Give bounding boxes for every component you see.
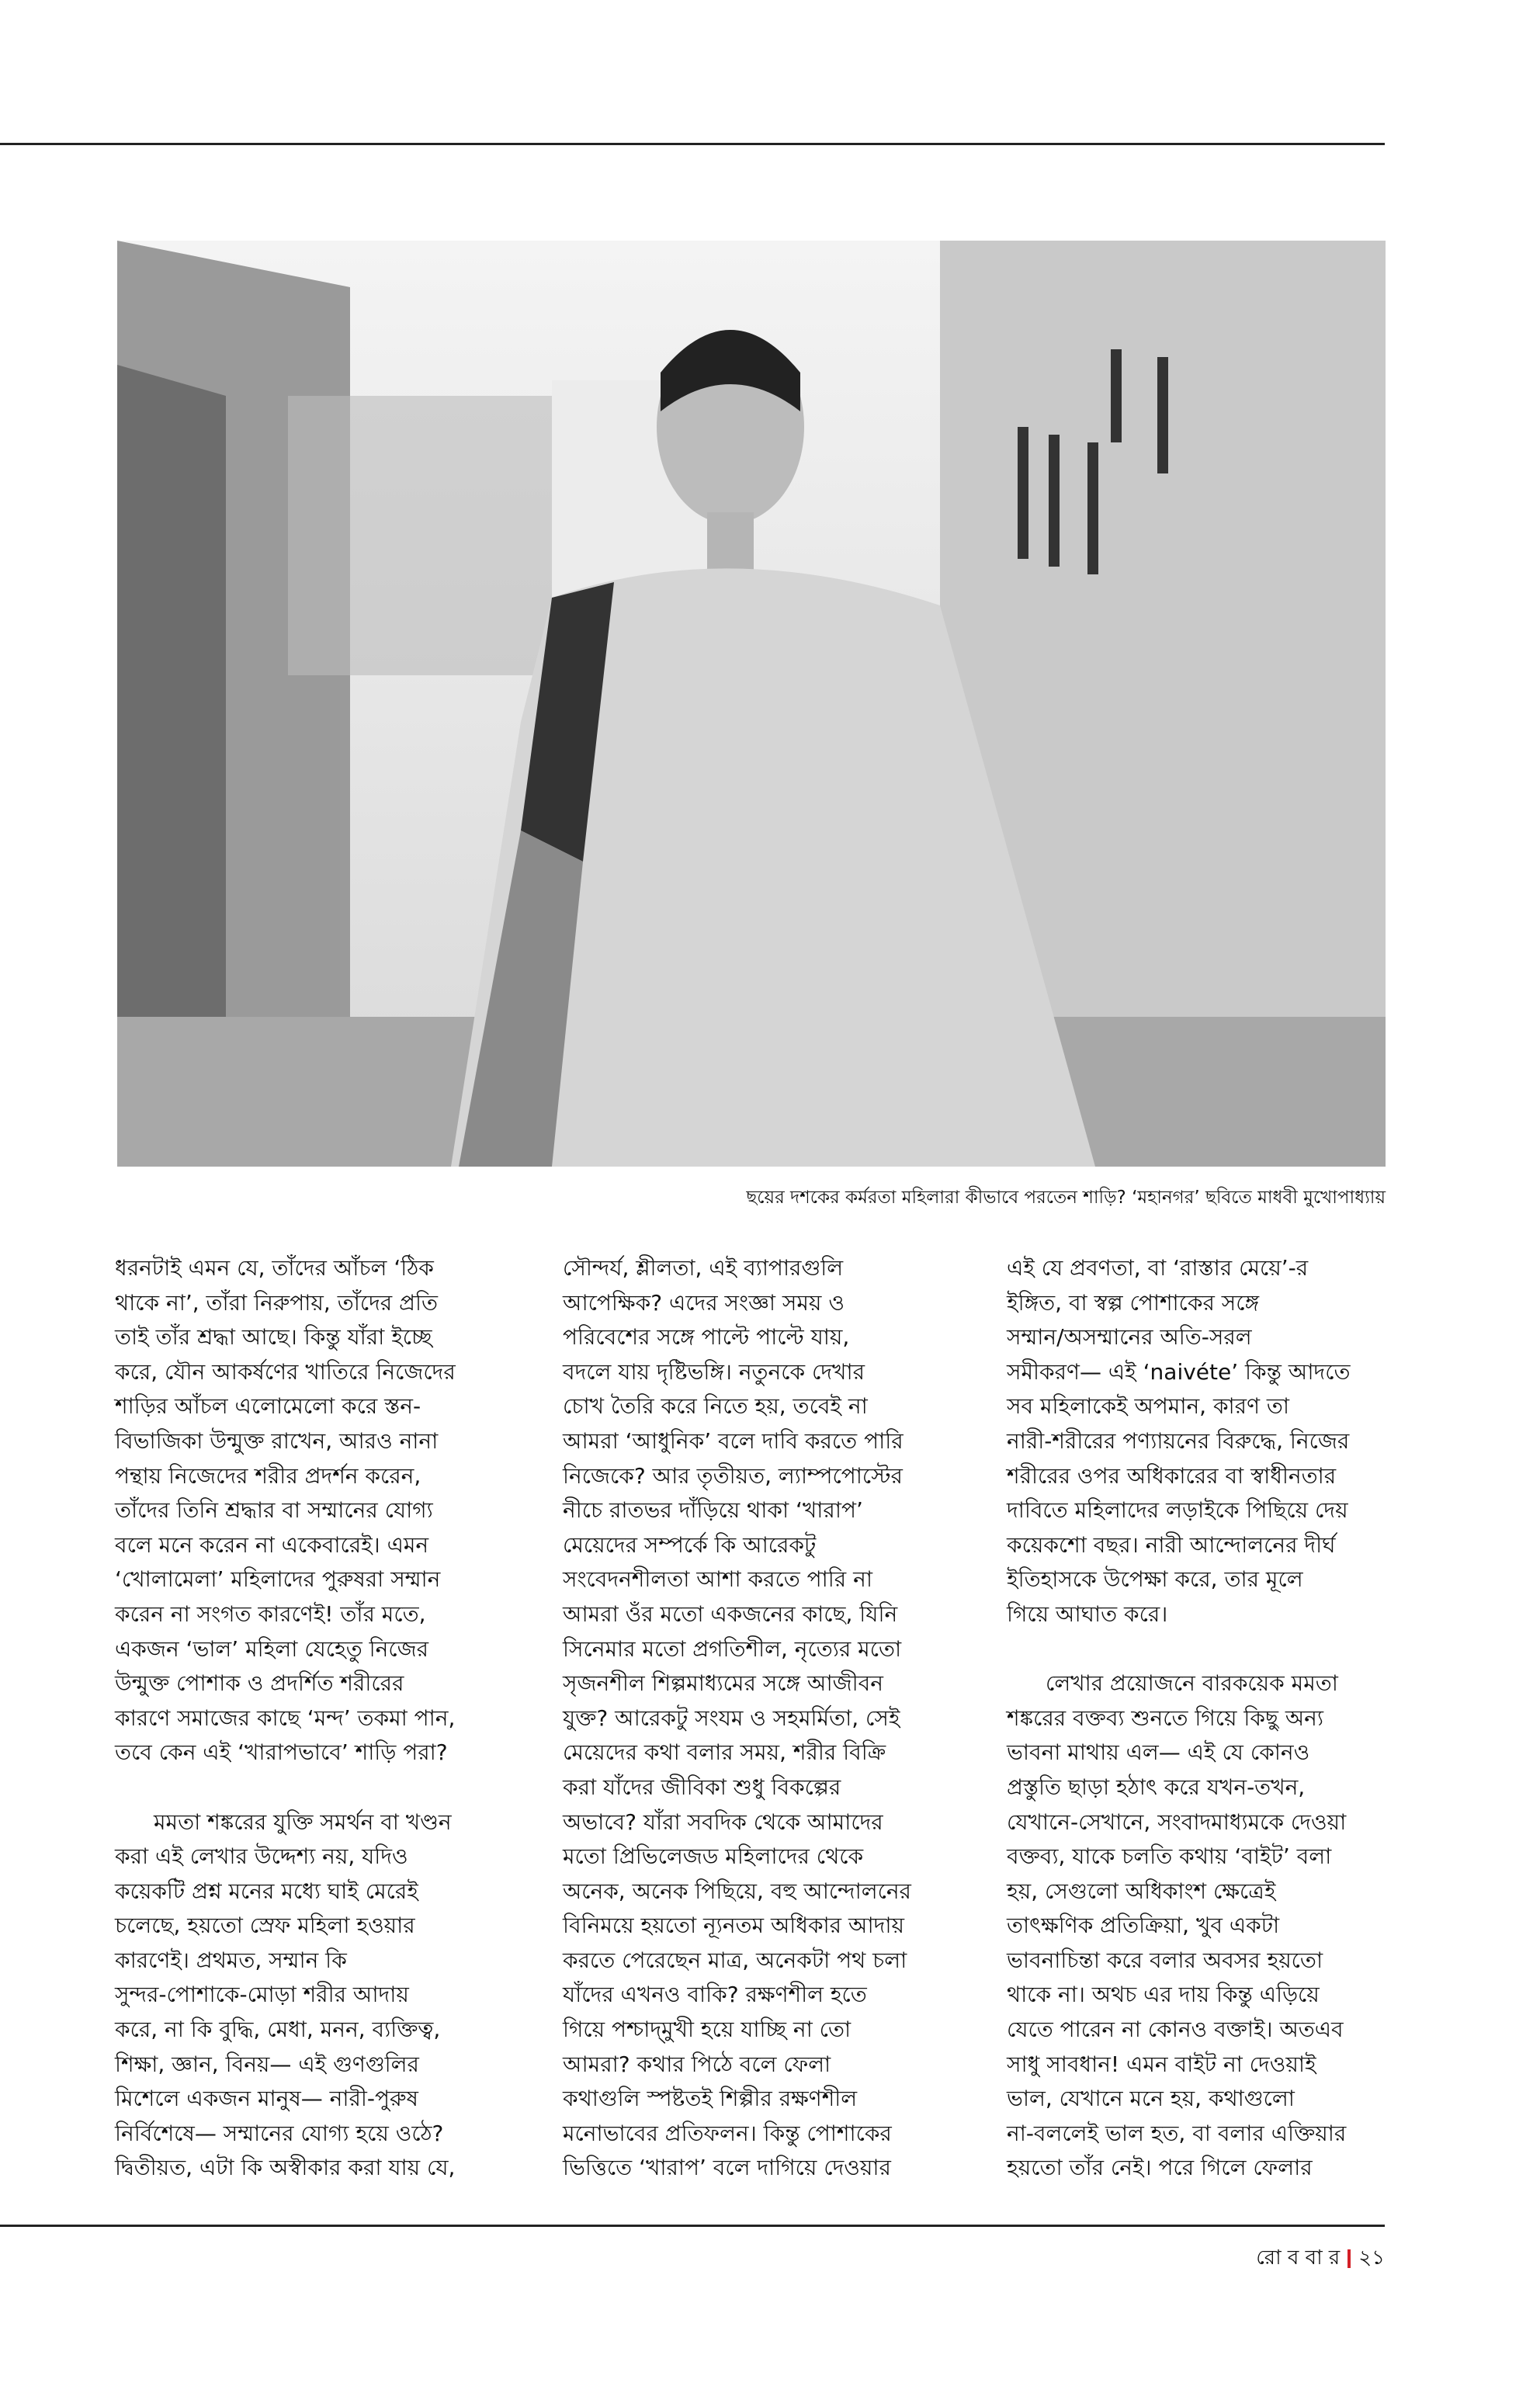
text-line: বলে মনে করেন না একেবারেই। এমন bbox=[115, 1531, 429, 1558]
text-line: মতো প্রিভিলেজড মহিলাদের থেকে bbox=[563, 1843, 864, 1870]
text-line: বিনিময়ে হয়তো ন্যূনতম অধিকার আদায় bbox=[563, 1913, 904, 1939]
text-line: প্রস্তুতি ছাড়া হঠাৎ করে যখন-তখন, bbox=[1007, 1774, 1306, 1800]
text-line: যেতে পারেন না কোনও বক্তাই। অতএব bbox=[1007, 2017, 1344, 2043]
text-line: সৌন্দর্য, শ্লীলতা, এই ব্যাপারগুলি bbox=[563, 1255, 844, 1281]
paragraph bbox=[563, 1251, 982, 2186]
paragraph bbox=[115, 1251, 534, 1770]
text-line: লেখার প্রয়োজনে বারকয়েক মমতা bbox=[1046, 1670, 1338, 1697]
text-line: বিভাজিকা উন্মুক্ত রাখেন, আরও নানা bbox=[115, 1427, 439, 1454]
text-line: থাকে না’, তাঁরা নিরুপায়, তাঁদের প্রতি bbox=[115, 1289, 439, 1316]
text-line: ইতিহাসকে উপেক্ষা করে, তার মূলে bbox=[1007, 1566, 1303, 1593]
text-line: মেয়েদের কথা বলার সময়, শরীর বিক্রি bbox=[563, 1739, 886, 1766]
photo-caption: ছয়ের দশকের কর্মরতা মহিলারা কীভাবে পরতেন শাড়ি? ‘মহানগর’ ছবিতে মাধবী মুখোপাধ্যায় bbox=[746, 1188, 1386, 1208]
text-line: চলেছে, হয়তো স্রেফ মহিলা হওয়ার bbox=[115, 1913, 415, 1939]
text-line: সব মহিলাকেই অপমান, কারণ তা bbox=[1007, 1393, 1290, 1420]
text-line: চোখ তৈরি করে নিতে হয়, তবেই না bbox=[563, 1393, 868, 1420]
text-line: মমতা শঙ্করের যুক্তি সমর্থন বা খণ্ডন bbox=[154, 1809, 452, 1835]
text-line: ভিত্তিতে ‘খারাপ’ বলে দাগিয়ে দেওয়ার bbox=[563, 2155, 891, 2181]
text-line: সম্মান/অসম্মানের অতি-সরল bbox=[1007, 1324, 1252, 1351]
text-line: আপেক্ষিক? এদের সংজ্ঞা সময় ও bbox=[563, 1289, 845, 1316]
text-line: নীচে রাতভর দাঁড়িয়ে থাকা ‘খারাপ’ bbox=[563, 1497, 863, 1524]
text-line: নির্বিশেষে— সম্মানের যোগ্য হয়ে ওঠে? bbox=[115, 2120, 444, 2146]
article-column-2 bbox=[563, 1251, 982, 2186]
text-line: ইঙ্গিত, বা স্বল্প পোশাকের সঙ্গে bbox=[1007, 1289, 1260, 1316]
article-photo bbox=[117, 241, 1386, 1167]
text-line: বক্তব্য, যাকে চলতি কথায় ‘বাইট’ বলা bbox=[1007, 1843, 1332, 1870]
text-line: সমীকরণ— এই ‘naivéte’ কিন্তু আদতে bbox=[1007, 1358, 1351, 1385]
article-column-1 bbox=[115, 1251, 534, 2186]
text-line: আমরা ‘আধুনিক’ বলে দাবি করতে পারি bbox=[563, 1427, 904, 1454]
magazine-name: রো ব বা র bbox=[1256, 2246, 1341, 2270]
text-line: পরিবেশের সঙ্গে পাল্টে পাল্টে যায়, bbox=[563, 1324, 850, 1351]
text-line: তাই তাঁর শ্রদ্ধা আছে। কিন্তু যাঁরা ইচ্ছে bbox=[115, 1324, 432, 1351]
text-line: পন্থায় নিজেদের শরীর প্রদর্শন করেন, bbox=[115, 1462, 421, 1489]
text-line: কারণে সমাজের কাছে ‘মন্দ’ তকমা পান, bbox=[115, 1705, 456, 1731]
text-line: বদলে যায় দৃষ্টিভঙ্গি। নতুনকে দেখার bbox=[563, 1358, 865, 1385]
paragraph bbox=[1007, 1666, 1426, 2186]
text-line: সিনেমার মতো প্রগতিশীল, নৃত্যের মতো bbox=[563, 1635, 902, 1662]
page-footer bbox=[1256, 2242, 1385, 2276]
paragraph bbox=[115, 1805, 534, 2187]
text-line: শঙ্করের বক্তব্য শুনতে গিয়ে কিছু অন্য bbox=[1007, 1705, 1323, 1731]
top-rule bbox=[0, 143, 1385, 145]
text-line: যুক্ত? আরেকটু সংযম ও সহমর্মিতা, সেই bbox=[563, 1705, 900, 1731]
footer-separator bbox=[1348, 2249, 1351, 2268]
text-line: মনোভাবের প্রতিফলন। কিন্তু পোশাকের bbox=[563, 2120, 892, 2146]
text-line: সাধু সাবধান! এমন বাইট না দেওয়াই bbox=[1007, 2051, 1316, 2077]
text-line: অভাবে? যাঁরা সবদিক থেকে আমাদের bbox=[563, 1809, 883, 1835]
bottom-rule bbox=[0, 2225, 1385, 2227]
text-line: করা এই লেখার উদ্দেশ্য নয়, যদিও bbox=[115, 1843, 408, 1870]
text-line: করেন না সংগত কারণেই! তাঁর মতে, bbox=[115, 1601, 426, 1627]
text-line: শাড়ির আঁচল এলোমেলো করে স্তন- bbox=[115, 1393, 421, 1420]
text-line: দাবিতে মহিলাদের লড়াইকে পিছিয়ে দেয় bbox=[1007, 1497, 1348, 1524]
text-line: করা যাঁদের জীবিকা শুধু বিকল্পের bbox=[563, 1774, 841, 1800]
text-line: থাকে না। অথচ এর দায় কিন্তু এড়িয়ে bbox=[1007, 1982, 1320, 2008]
text-line: কয়েকটি প্রশ্ন মনের মধ্যে ঘাই মেরেই bbox=[115, 1878, 418, 1904]
text-line: ভাল, যেখানে মনে হয়, কথাগুলো bbox=[1007, 2086, 1295, 2112]
text-line: ভাবনাচিন্তা করে বলার অবসর হয়তো bbox=[1007, 1947, 1323, 1973]
text-line: যাঁদের এখনও বাকি? রক্ষণশীল হতে bbox=[563, 1982, 867, 2008]
text-line: কয়েকশো বছর। নারী আন্দোলনের দীর্ঘ bbox=[1007, 1531, 1336, 1558]
text-line: গিয়ে পশ্চাদ্‌মুখী হয়ে যাচ্ছি না তো bbox=[563, 2017, 852, 2043]
text-line: গিয়ে আঘাত করে। bbox=[1007, 1601, 1168, 1627]
text-line: শরীরের ওপর অধিকারের বা স্বাধীনতার bbox=[1007, 1462, 1337, 1489]
text-line: নারী-শরীরের পণ্যায়নের বিরুদ্ধে, নিজের bbox=[1007, 1427, 1350, 1454]
text-line: তবে কেন এই ‘খারাপভাবে’ শাড়ি পরা? bbox=[115, 1739, 448, 1766]
text-line: কারণেই। প্রথমত, সম্মান কি bbox=[115, 1947, 347, 1973]
text-line: এই যে প্রবণতা, বা ‘রাস্তার মেয়ে’-র bbox=[1007, 1255, 1309, 1281]
paragraph bbox=[1007, 1251, 1426, 1632]
text-line: আমরা ওঁর মতো একজনের কাছে, যিনি bbox=[563, 1601, 898, 1627]
text-line: দ্বিতীয়ত, এটা কি অস্বীকার করা যায় যে, bbox=[115, 2155, 456, 2181]
text-line: শিক্ষা, জ্ঞান, বিনয়— এই গুণগুলির bbox=[115, 2051, 419, 2077]
text-line: করে, যৌন আকর্ষণের খাতিরে নিজেদের bbox=[115, 1358, 456, 1385]
text-line: ধরনটাই এমন যে, তাঁদের আঁচল ‘ঠিক bbox=[115, 1255, 434, 1281]
text-line: মেয়েদের সম্পর্কে কি আরেকটু bbox=[563, 1531, 817, 1558]
text-line: করে, না কি বুদ্ধি, মেধা, মনন, ব্যক্তিত্ব, bbox=[115, 2017, 441, 2043]
text-line: হয়তো তাঁর নেই। পরে গিলে ফেলার bbox=[1007, 2155, 1313, 2181]
photo-woman-in-saree-icon bbox=[117, 241, 1386, 1167]
text-line: যেখানে-সেখানে, সংবাদমাধ্যমকে দেওয়া bbox=[1007, 1809, 1347, 1835]
text-line: তাঁদের তিনি শ্রদ্ধার বা সম্মানের যোগ্য bbox=[115, 1497, 433, 1524]
text-line: একজন ‘ভাল’ মহিলা যেহেতু নিজের bbox=[115, 1635, 429, 1662]
page-number: ২১ bbox=[1358, 2246, 1385, 2270]
text-line: করতে পেরেছেন মাত্র, অনেকটা পথ চলা bbox=[563, 1947, 907, 1973]
text-line: মিশেলে একজন মানুষ— নারী-পুরুষ bbox=[115, 2086, 418, 2112]
article-column-3 bbox=[1007, 1251, 1426, 2186]
text-line: সৃজনশীল শিল্পমাধ্যমের সঙ্গে আজীবন bbox=[563, 1670, 883, 1697]
text-line: ভাবনা মাথায় এল— এই যে কোনও bbox=[1007, 1739, 1310, 1766]
text-line: নিজেকে? আর তৃতীয়ত, ল্যাম্পপোস্টের bbox=[563, 1462, 903, 1489]
text-line: ‘খোলামেলা’ মহিলাদের পুরুষরা সম্মান bbox=[115, 1566, 441, 1593]
text-line: উন্মুক্ত পোশাক ও প্রদর্শিত শরীরের bbox=[115, 1670, 404, 1697]
text-line: হয়, সেগুলো অধিকাংশ ক্ষেত্রেই bbox=[1007, 1878, 1276, 1904]
text-line: সংবেদনশীলতা আশা করতে পারি না bbox=[563, 1566, 872, 1593]
text-line: আমরা? কথার পিঠে বলে ফেলা bbox=[563, 2051, 831, 2077]
text-line: তাৎক্ষণিক প্রতিক্রিয়া, খুব একটা bbox=[1007, 1913, 1280, 1939]
text-line: সুন্দর-পোশাকে-মোড়া শরীর আদায় bbox=[115, 1982, 409, 2008]
text-line: কথাগুলি স্পষ্টতই শিল্পীর রক্ষণশীল bbox=[563, 2086, 858, 2112]
text-line: না-বললেই ভাল হত, বা বলার এক্তিয়ার bbox=[1007, 2120, 1347, 2146]
text-line: অনেক, অনেক পিছিয়ে, বহু আন্দোলনের bbox=[563, 1878, 911, 1904]
